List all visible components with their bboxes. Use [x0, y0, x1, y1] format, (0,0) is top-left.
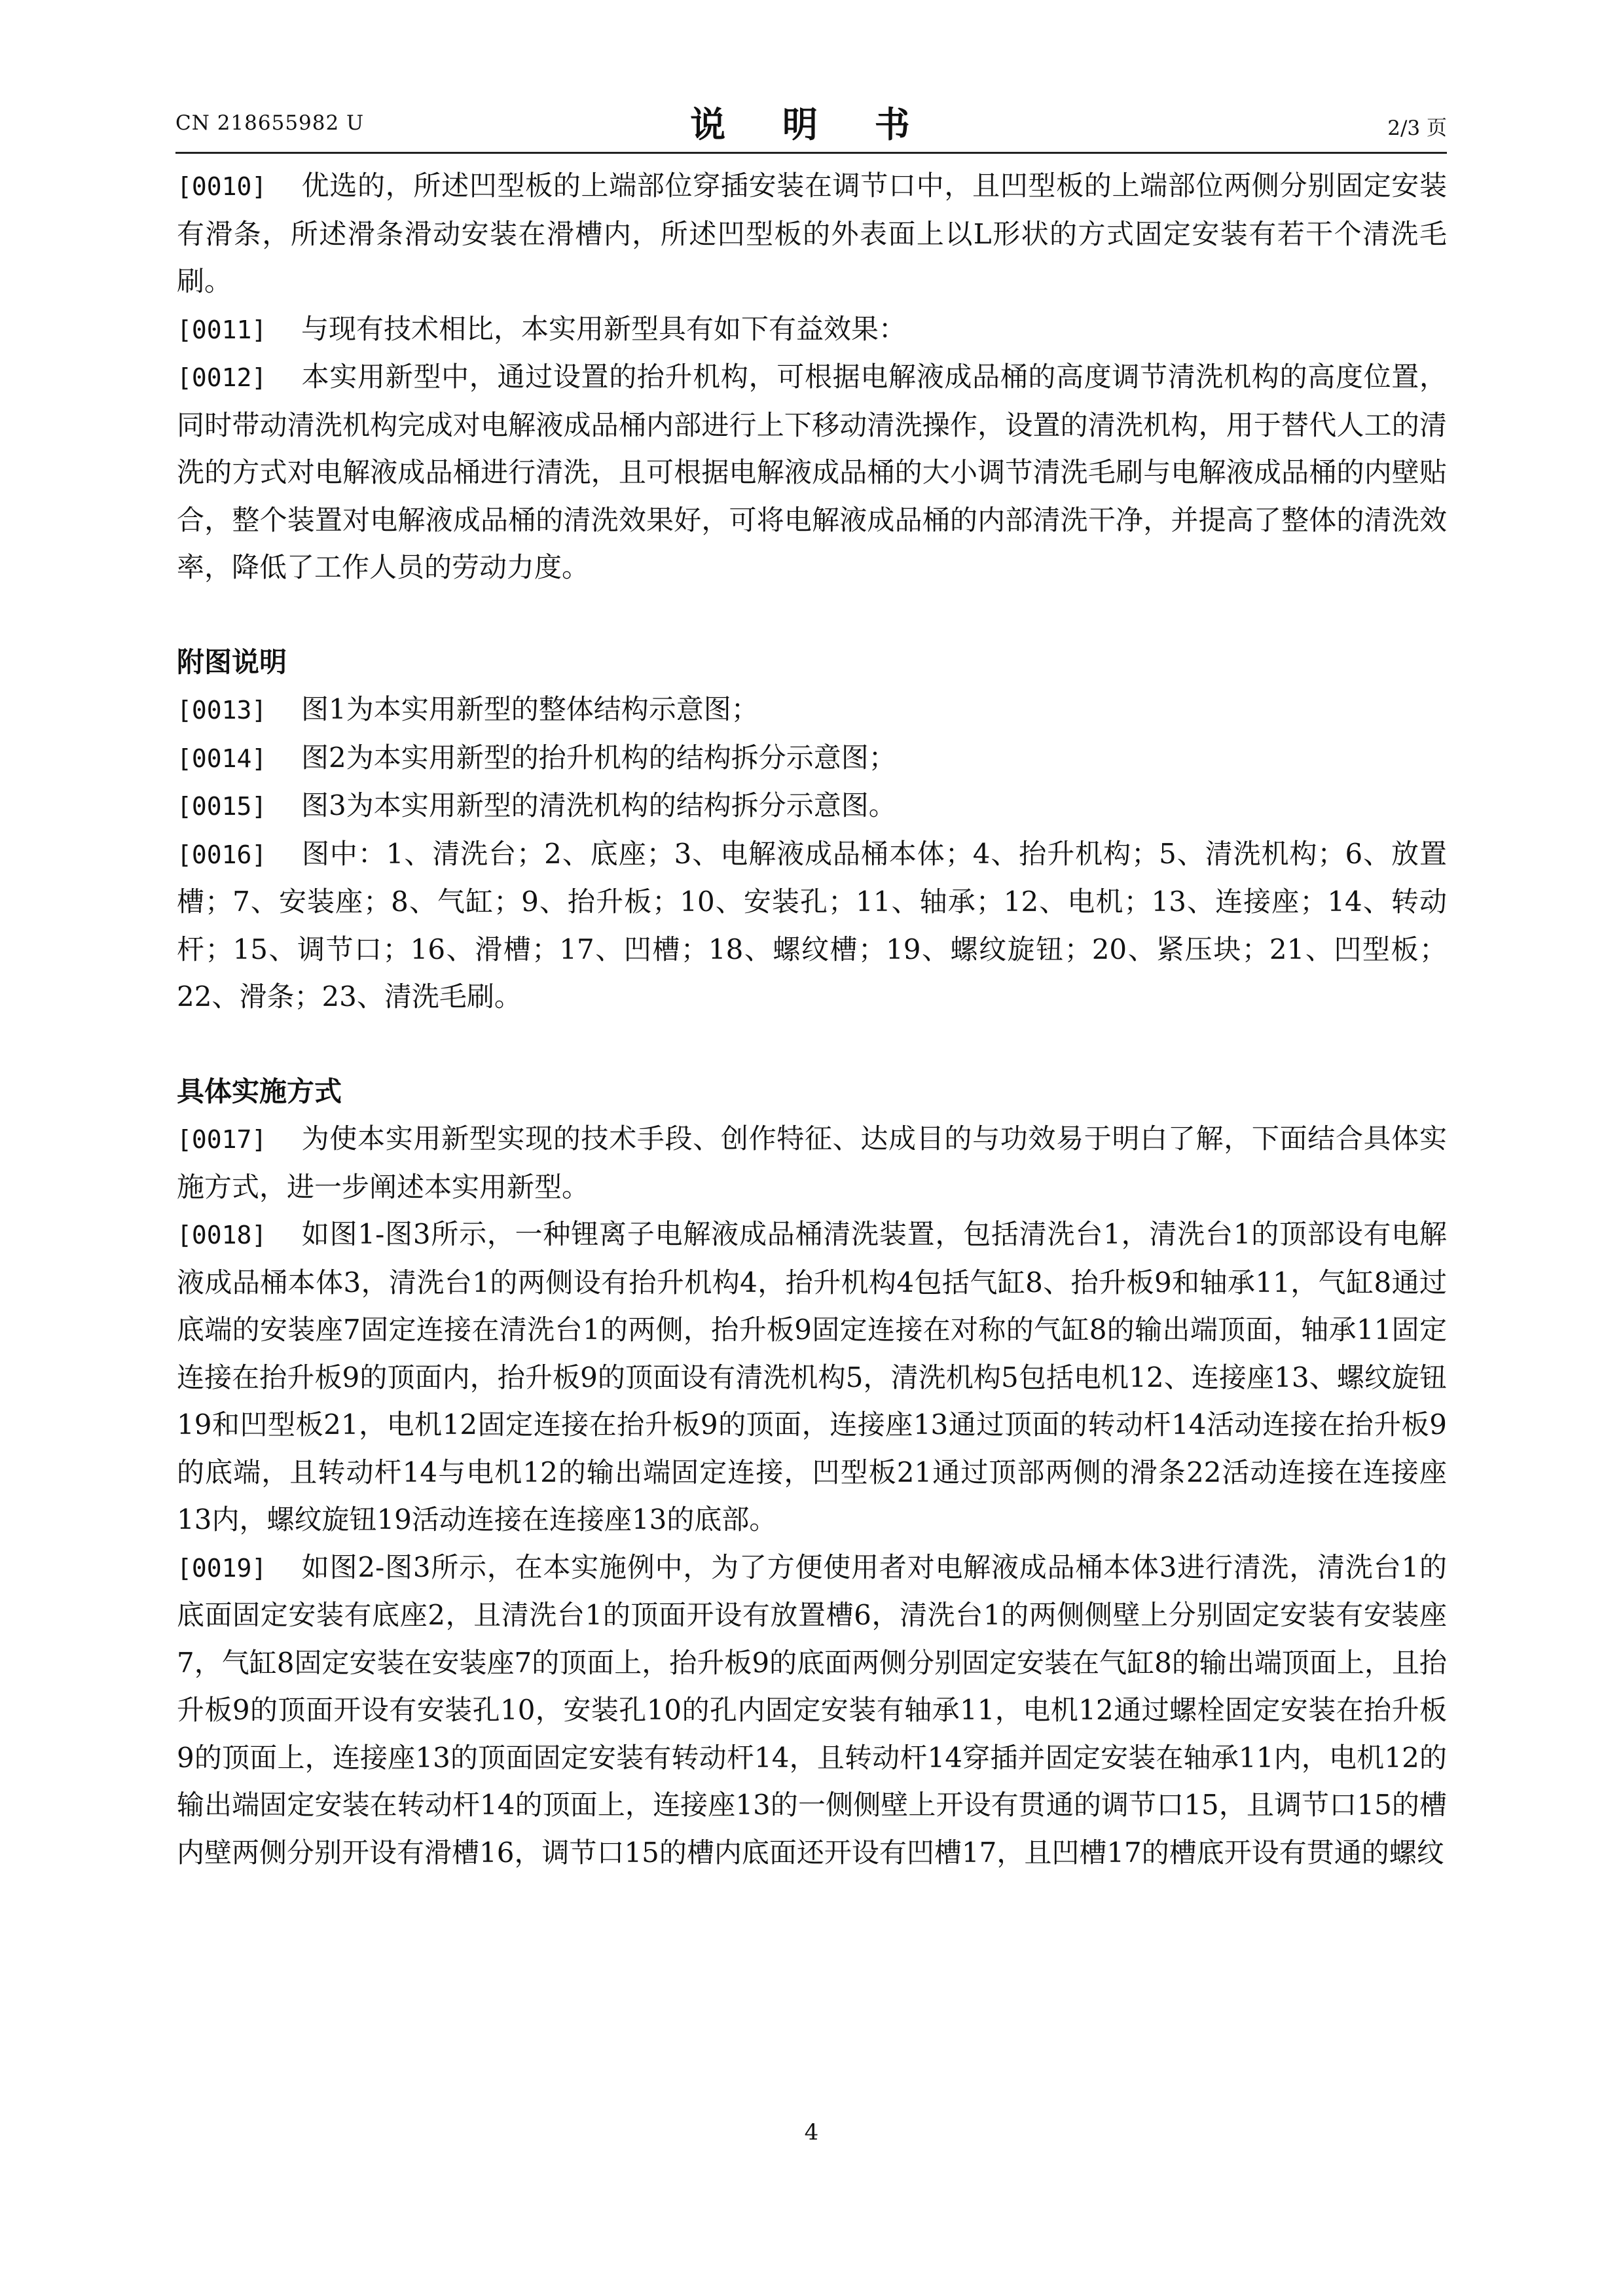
paragraph-0011: [177, 306, 1447, 354]
document-title: 说 明 书: [690, 104, 932, 145]
paragraph-number: [0018]: [177, 1221, 267, 1249]
page-indicator: 2/3 页: [1387, 117, 1447, 140]
paragraph-number: [0014]: [177, 744, 267, 773]
paragraph-text: 图1为本实用新型的整体结构示意图；: [301, 693, 759, 725]
paragraph-number: [0019]: [177, 1553, 267, 1583]
paragraph-number: [0012]: [177, 363, 267, 392]
paragraph-text: 如图1-图3所示，一种锂离子电解液成品桶清洗装置，包括清洗台1，清洗台1的顶部设有电解液成品桶本体3，清洗台1的两侧设有抬升机构4，抬升机构4包括气缸8、抬升板9和轴承11，气缸8通过底端的安装座7固定连接在清洗台1的两侧，抬升板9固定连接在对称的气缸8的输出端顶面，轴承11固定连接在抬升板9的顶面内，抬升板9的顶面设有清洗机构5，清洗机构5包括电机12、连接座13、螺纹旋钮19和凹型板21，电机12固定连接在抬升板9的顶面，连接座13通过顶面的转动杆14活动连接在抬升板9的底端，且转动杆14与电机12的输出端固定连接，凹型板21通过顶部两侧的滑条22活动连接在连接座13内，螺纹旋钮19活动连接在连接座13的底部。: [177, 1218, 1447, 1535]
paragraph-0010: [177, 162, 1447, 306]
page-number: 4: [804, 2119, 819, 2145]
paragraph-0018: [177, 1211, 1447, 1544]
paragraph-number: [0011]: [177, 315, 267, 344]
section-heading-figures: 附图说明: [177, 645, 287, 678]
paragraph-text: 优选的，所述凹型板的上端部位穿插安装在调节口中，且凹型板的上端部位两侧分别固定安装有滑条，所述滑条滑动安装在滑槽内，所述凹型板的外表面上以L形状的方式固定安装有若干个清洗毛刷。: [177, 170, 1447, 297]
section-spacer: [177, 1021, 1447, 1068]
paragraph-0013: [177, 686, 1447, 734]
paragraph-number: [0015]: [177, 792, 267, 821]
paragraph-text: 本实用新型中，通过设置的抬升机构，可根据电解液成品桶的高度调节清洗机构的高度位置，同时带动清洗机构完成对电解液成品桶内部进行上下移动清洗操作，设置的清洗机构，用于替代人工的清洗的方式对电解液成品桶进行清洗，且可根据电解液成品桶的大小调节清洗毛刷与电解液成品桶的内壁贴合，整个装置对电解液成品桶的清洗效果好，可将电解液成品桶的内部清洗干净，并提高了整体的清洗效率，降低了工作人员的劳动力度。: [177, 361, 1447, 583]
paragraph-0017: [177, 1115, 1447, 1211]
paragraph-number: [0016]: [177, 840, 267, 869]
paragraph-number: [0017]: [177, 1125, 267, 1154]
publication-number: CN 218655982 U: [175, 111, 365, 135]
paragraph-number: [0013]: [177, 696, 267, 725]
paragraph-0019: [177, 1544, 1447, 1877]
paragraph-number: [0010]: [177, 172, 267, 201]
paragraph-text: 如图2-图3所示，在本实施例中，为了方便使用者对电解液成品桶本体3进行清洗，清洗台1的底面固定安装有底座2，且清洗台1的顶面开设有放置槽6，清洗台1的两侧侧壁上分别固定安装有安装座7，气缸8固定安装在安装座7的顶面上，抬升板9的底面两侧分别固定安装在气缸8的输出端顶面上，且抬升板9的顶面开设有安装孔10，安装孔10的孔内固定安装有轴承11，电机12通过螺栓固定安装在抬升板9的顶面上，连接座13的顶面固定安装有转动杆14，且转动杆14穿插并固定安装在轴承11内，电机12的输出端固定安装在转动杆14的顶面上，连接座13的一侧侧壁上开设有贯通的调节口15，且调节口15的槽内壁两侧分别开设有滑槽16，调节口15的槽内底面还开设有凹槽17，且凹槽17的槽底开设有贯通的螺纹: [177, 1551, 1447, 1869]
paragraph-0012: [177, 353, 1447, 592]
paragraph-text: 图中：1、清洗台；2、底座；3、电解液成品桶本体；4、抬升机构；5、清洗机构；6、放置槽；7、安装座；8、气缸；9、抬升板；10、安装孔；11、轴承；12、电机；13、连接座；14、转动杆；15、调节口；16、滑槽；17、凹槽；18、螺纹槽；19、螺纹旋钮；20、紧压块；21、凹型板；22、滑条；23、清洗毛刷。: [177, 837, 1447, 1013]
paragraph-0015: [177, 782, 1447, 831]
section-heading-embodiment: 具体实施方式: [177, 1075, 342, 1107]
paragraph-text: 与现有技术相比，本实用新型具有如下有益效果：: [301, 312, 907, 345]
header-divider: [175, 152, 1447, 154]
paragraph-text: 为使本实用新型实现的技术手段、创作特征、达成目的与功效易于明白了解，下面结合具体实施方式，进一步阐述本实用新型。: [177, 1122, 1447, 1203]
paragraph-text: 图2为本实用新型的抬升机构的结构拆分示意图；: [301, 741, 896, 774]
paragraph-0016: [177, 831, 1447, 1021]
document-body: [177, 162, 1447, 1876]
section-spacer: [177, 592, 1447, 639]
paragraph-0014: [177, 734, 1447, 783]
page-header: [175, 97, 1447, 156]
paragraph-text: 图3为本实用新型的清洗机构的结构拆分示意图。: [301, 789, 896, 821]
